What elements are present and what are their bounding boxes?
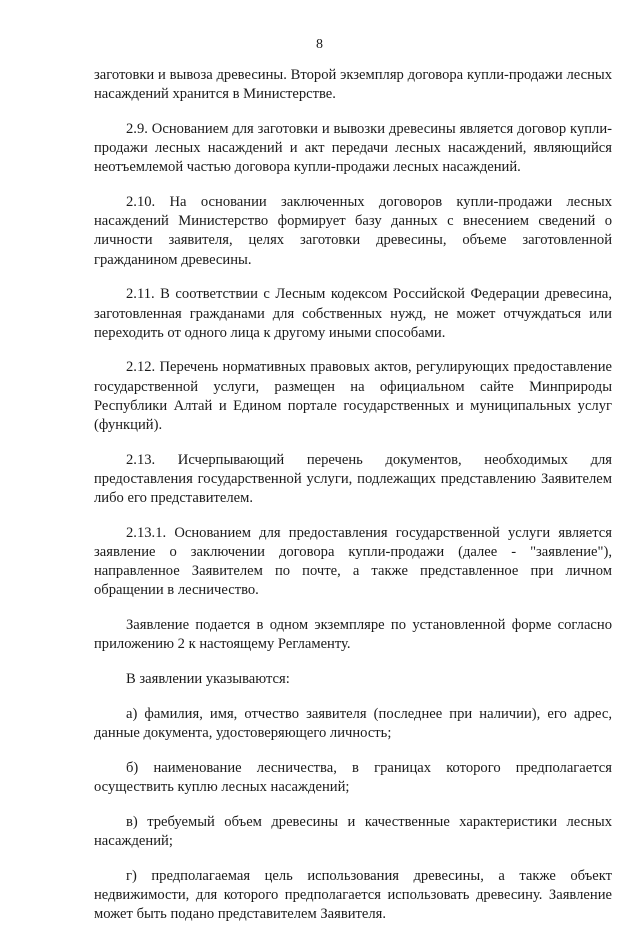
paragraph-application-form: Заявление подается в одном экземпляре по установленной форме согласно приложению 2 к настоящему Регламенту. [94, 617, 612, 653]
paragraph-2-13: 2.13. Исчерпывающий перечень документов, необходимых для предоставления государственной услуги, подлежащих представлению Заявителем либо его представителем. [94, 451, 612, 507]
paragraph-application-contents: В заявлении указываются: [126, 671, 290, 688]
list-item-g: г) предполагаемая цель использования древесины, а также объект недвижимости, для которого предполагается использовать древесину. Заявление может быть подано представителем Заявителя. [94, 867, 612, 922]
page-number: 8 [316, 37, 323, 52]
paragraph-2-11: 2.11. В соответствии с Лесным кодексом Российской Федерации древесина, заготовленная гражданами для собственных нужд, не может отчуждаться или переходить от одного лица к другому иными способами. [94, 286, 612, 341]
paragraph-2-13-1: 2.13.1. Основанием для предоставления государственной услуги является заявление о заключении договора купли-продажи (далее - "заявление"), направленное Заявителем по почте, а также представленное при личном обращении в лесничество. [94, 524, 612, 599]
list-item-v: в) требуемый объем древесины и качественные характеристики лесных насаждений; [94, 813, 612, 849]
page-body [94, 66, 612, 940]
list-item-b: б) наименование лесничества, в границах которого предполагается осуществить куплю лесных насаждений; [94, 759, 612, 795]
paragraph-2-9: 2.9. Основанием для заготовки и вывозки древесины является договор купли-продажи лесных насаждений и акт передачи лесных насаждений, являющийся неотъемлемой частью договора купли-продажи лесных насаждений. [94, 120, 612, 176]
paragraph-2-12: 2.12. Перечень нормативных правовых актов, регулирующих предоставление государственной услуги, размещен на официальном сайте Минприроды Республики Алтай и Едином портале государственных и муниципальных услуг (функций). [94, 359, 612, 434]
paragraph-continuation: заготовки и вывоза древесины. Второй экземпляр договора купли-продажи лесных насаждений хранится в Министерстве. [94, 67, 612, 103]
list-item-a: а) фамилия, имя, отчество заявителя (последнее при наличии), его адрес, данные документа, удостоверяющего личность; [94, 705, 612, 741]
paragraph-2-10: 2.10. На основании заключенных договоров купли-продажи лесных насаждений Министерство формирует базу данных с внесением сведений о личности заявителя, целях заготовки древесины, объеме заготовленной гражданином древесины. [94, 194, 612, 268]
